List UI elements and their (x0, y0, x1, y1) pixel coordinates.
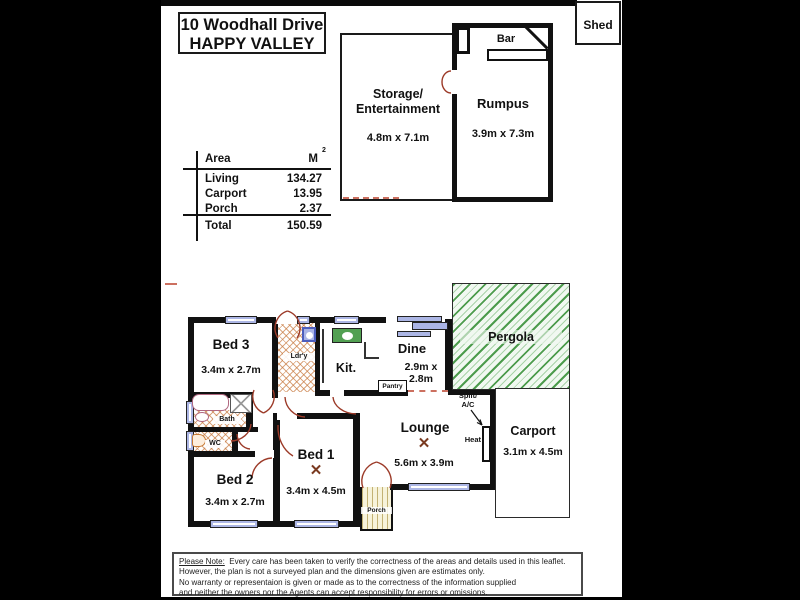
rumpus-door-recess (456, 27, 470, 54)
bath-label: Bath (213, 416, 241, 424)
split-ac-line-2: A/C (461, 400, 475, 409)
registration-mark (165, 283, 177, 285)
storage-room-name (343, 87, 453, 117)
lounge-dims: 5.6m x 3.9m (394, 457, 454, 469)
table-col-area: Area (205, 153, 231, 165)
disclaimer-line-4: and neither the owners nor the Agents can accept responsibility for errors or omissions. (179, 588, 488, 598)
lounge-name: Lounge (400, 420, 450, 435)
storage-name-line-2: Entertainment (355, 102, 441, 116)
rumpus-room-dims: 3.9m x 7.3m (471, 128, 535, 140)
table-col-m2-sup: 2 (322, 147, 326, 154)
bathroom-sink (195, 412, 209, 422)
kitchen-label: Kit. (335, 361, 357, 375)
laundry-label: Ldr'y (283, 353, 315, 361)
bathtub (192, 394, 229, 411)
pantry-label: Pantry (382, 383, 403, 390)
table-row-value: 13.95 (293, 188, 322, 200)
sink-bowl (306, 332, 313, 339)
storage-open-side-dashed (343, 197, 399, 199)
kitchen-counter-line (322, 329, 324, 383)
carport-dims: 3.1m x 4.5m (503, 446, 563, 458)
shower (230, 394, 252, 413)
dine-name: Dine (397, 341, 427, 356)
bed2-window (210, 520, 258, 528)
sink-bowl (342, 332, 353, 340)
dine-sliding-door-panel (412, 322, 448, 330)
address-line-2: HAPPY VALLEY (189, 35, 315, 53)
bed1-dims: 3.4m x 4.5m (286, 485, 346, 497)
bar-counter (487, 49, 548, 61)
bed2-name: Bed 2 (216, 472, 254, 487)
lounge-window (408, 483, 470, 491)
bed3-name: Bed 3 (212, 337, 250, 352)
disclaimer-box (172, 552, 583, 596)
bed3-door-arc (253, 390, 274, 414)
bed1-name: Bed 1 (297, 447, 335, 462)
bed3-dims: 3.4m x 2.7m (201, 364, 261, 376)
kitchen-window (334, 316, 359, 324)
kitchen-counter-line (364, 357, 379, 359)
bar-label: Bar (496, 33, 516, 45)
table-row-value: 2.37 (299, 203, 322, 215)
storage-room (340, 33, 455, 201)
split-ac-line-1: Split/ (458, 391, 478, 400)
toilet (192, 434, 206, 447)
table-row-label: Porch (205, 203, 238, 215)
top-black-strip (161, 0, 577, 6)
please-note-label: Please Note: (179, 557, 225, 566)
disclaimer-line-2: However, the plan is not a surveyed plan and the dimensions given are estimates only. (179, 567, 485, 577)
table-row-value: 134.27 (286, 173, 322, 185)
heater-unit (482, 426, 491, 462)
table-header-rule (183, 168, 331, 170)
table-total-label: Total (205, 220, 232, 232)
shed-label: Shed (583, 18, 613, 32)
bed2-dims: 3.4m x 2.7m (205, 496, 265, 508)
kitchen-sink (332, 328, 362, 343)
wc-label: WC (205, 440, 225, 448)
rumpus-room-name: Rumpus (477, 96, 529, 111)
table-total-value: 150.59 (286, 220, 322, 232)
disclaimer-line-1: Please Note: Every care has been taken to verify the correctness of the areas and details used in this leaflet. (179, 557, 566, 566)
laundry-sink (302, 327, 316, 342)
dine-dims: 2.9m x 2.8m (404, 361, 438, 385)
table-col-m2: M (308, 153, 318, 165)
split-ac-label (450, 391, 486, 409)
lounge-ceiling-fan: ✕ (417, 435, 431, 452)
address-title-box (178, 12, 326, 54)
carport-name: Carport (510, 424, 556, 438)
laundry-door-arc (284, 396, 306, 418)
split-ac-arrow (468, 408, 488, 430)
kitchen-door-arc (332, 396, 357, 415)
table-row-label: Living (205, 173, 239, 185)
address-line-1: 10 Woodhall Drive (180, 16, 324, 34)
heat-label: Heat (464, 435, 481, 444)
shed-box (575, 1, 621, 45)
table-vertical-rule (196, 151, 198, 241)
wall (353, 413, 360, 527)
dine-lounge-dashed-opening (408, 390, 448, 392)
front-door-arc (277, 310, 298, 338)
storage-room-dims: 4.8m x 7.1m (366, 132, 430, 144)
bed3-window (225, 316, 257, 324)
pergola-label: Pergola (460, 330, 562, 344)
wc-door-arc (236, 433, 251, 450)
disclaimer-line-3: No warranty or representaion is given or made as to the correctness of the information supplied (179, 577, 517, 587)
storage-name-line-1: Storage/ (372, 87, 423, 101)
dine-sliding-door-panel (397, 331, 431, 337)
porch-label: Porch (361, 507, 392, 514)
table-row-label: Carport (205, 188, 247, 200)
bed1-window (294, 520, 339, 528)
bed1-ceiling-fan: ✕ (309, 462, 323, 479)
